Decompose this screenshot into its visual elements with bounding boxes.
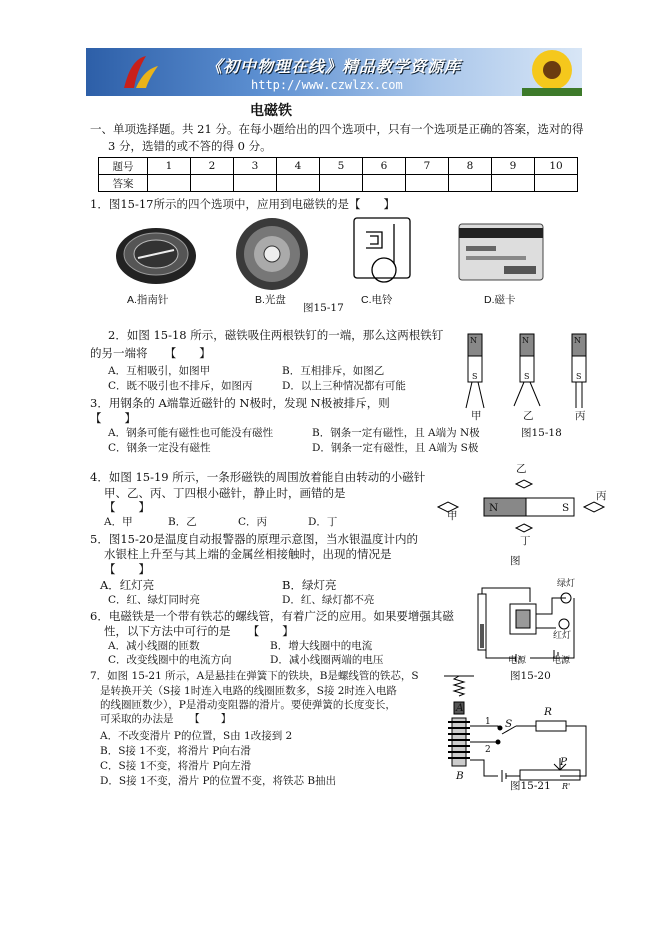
answer-cell[interactable] [449,175,492,192]
s-pole-label: S [472,372,478,381]
needle-label-ding: 丁 [520,535,531,547]
red-light-label: 红灯 [553,631,572,641]
label-b: B [456,770,464,782]
option-b: B．绿灯亮 [282,578,337,592]
answer-cell[interactable] [277,175,320,192]
label-s: S [505,718,513,730]
figure-caption: 图15-21 [510,780,551,792]
question-3-line2: 【 】 [90,411,136,425]
figure-caption: 图15-17 [303,302,344,314]
banner-url: http://www.czwlzx.com [251,78,403,92]
table-cell: 6 [363,158,406,175]
n-pole-label: N [574,336,581,345]
option-c: C．既不吸引也不排斥，如图丙 [108,380,253,392]
question-3-line1: 3．用钢条的 A端靠近磁针的 N极时，发现 N极被排斥，则 [90,396,390,410]
table-row [99,158,578,175]
question-7-line4: 可采取的办法是 【 】 [100,713,232,725]
label-1: 1 [485,717,491,727]
answer-table [98,157,578,192]
table-cell: 答案 [99,175,148,192]
label-2: 2 [485,745,491,755]
figure-15-17 [104,214,544,312]
question-5-line3: 【 】 [104,562,150,576]
table-cell: 1 [148,158,191,175]
table-cell: 4 [277,158,320,175]
question-5-line1: 5．图15-20是温度自动报警器的原理示意图，当水银温度计内的 [90,532,418,546]
header-banner [86,48,582,96]
section-instructions-line1: 一、单项选择题。共 21 分。在每小题给出的四个选项中，只有一个选项是正确的答案，选对的得 [90,122,584,136]
s-pole-label: S [576,372,582,381]
figure-caption: 图 [510,555,521,567]
option-d: D．红、绿灯都不亮 [282,594,375,606]
answer-cell[interactable] [535,175,578,192]
table-cell: 10 [535,158,578,175]
power-label: 电源 [552,656,571,666]
option-d: D．S接 1不变，滑片 P的位置不变，将铁芯 B抽出 [100,775,337,787]
table-cell: 3 [234,158,277,175]
option-label-b: B.光盘 [255,294,286,306]
option-c: C．丙 [238,516,268,528]
option-a: A．甲 [104,516,133,528]
option-a: A．减小线圈的匝数 [108,640,200,652]
question-5-line2: 水银柱上升至与其上端的金属丝相接触时，出现的情况是 [104,547,392,561]
option-c: C．钢条一定没有磁性 [108,442,211,454]
answer-cell[interactable] [234,175,277,192]
answer-cell[interactable] [191,175,234,192]
option-d: D．丁 [308,516,338,528]
figure-caption: 图15-18 [521,427,562,439]
option-label-c: C.电铃 [361,294,393,306]
figure-15-20 [470,584,590,666]
question-6-line1: 6．电磁铁是一个带有铁芯的螺线管，有着广泛的应用。如果要增强其磁 [90,609,454,623]
question-6-line2: 性，以下方法中可行的是 【 】 [104,624,294,638]
figure-caption: 图15-20 [510,670,551,682]
answer-cell[interactable] [148,175,191,192]
banner-title: 《初中物理在线》精品教学资源库 [206,57,462,76]
logo-icon [116,54,160,92]
needle-label-jia: 甲 [447,510,458,522]
s-pole-label: S [524,372,530,381]
electric-bell-icon [354,218,410,282]
option-c: C．红、绿灯同时亮 [108,594,201,606]
option-b: B．互相排斥，如图乙 [282,365,385,377]
needle-label-bing: 丙 [596,490,607,502]
question-2-line2: 的另一端将 【 】 [90,346,211,360]
answer-cell[interactable] [363,175,406,192]
option-b: B．乙 [168,516,197,528]
option-d: D．减小线圈两端的电压 [270,654,384,666]
option-c: C．S接 1不变，将滑片 P向左滑 [100,760,252,772]
answer-cell[interactable] [320,175,363,192]
option-label-d: D.磁卡 [484,294,516,306]
question-4-line3: 【 】 [104,500,150,514]
question-1-text: 1．图15-17所示的四个选项中，应用到电磁铁的是【 】 [90,197,395,211]
question-2-line1: 2．如图 15-18 所示，磁铁吸住两根铁钉的一端，那么这两根铁钉 [108,328,444,342]
option-a: A．互相吸引，如图甲 [108,365,211,377]
question-7-line1: 7．如图 15-21 所示，A是悬挂在弹簧下的铁块，B是螺线管的铁芯，S [90,670,419,682]
question-7-line2: 是转换开关（S接 1时连入电路的线圈匝数多，S接 2时连入电路 [100,685,397,697]
page-title: 电磁铁 [250,103,292,119]
option-b: B．S接 1不变，将滑片 P向右滑 [100,745,251,757]
option-c: C．改变线圈中的电流方向 [108,654,232,666]
magnet-n-label: N [489,502,499,514]
magnet-s-label: S [562,502,570,514]
disc-icon [236,218,308,290]
figure-label-yi: 乙 [523,410,534,422]
green-light-label: 绿灯 [557,579,576,589]
label-r-prime: R' [562,782,571,791]
option-label-a: A.指南针 [127,294,169,306]
option-a: A．红灯亮 [100,578,155,592]
magnetic-card-icon [459,224,543,280]
option-b: B．钢条一定有磁性，且 A端为 N极 [312,427,480,439]
question-7-line3: 的线圈匝数少），P是滑动变阻器的滑片。要使弹簧的长度变长， [100,699,396,711]
option-a: A．不改变滑片 P的位置，S由 1改接到 2 [100,730,293,742]
table-cell: 5 [320,158,363,175]
answer-cell[interactable] [406,175,449,192]
label-p: P [560,756,568,768]
table-cell: 9 [492,158,535,175]
sunflower-icon [522,48,582,96]
answer-cell[interactable] [492,175,535,192]
question-4-line2: 甲、乙、丙、丁四根小磁针，静止时，画错的是 [104,486,346,500]
compass-icon [116,228,196,284]
option-d: D．以上三种情况都有可能 [282,380,406,392]
table-cell: 2 [191,158,234,175]
table-cell: 8 [449,158,492,175]
question-4-line1: 4．如图 15-19 所示，一条形磁铁的周围放着能自由转动的小磁针 [90,470,426,484]
figure-label-jia: 甲 [471,410,482,422]
section-instructions-line2: 3 分，选错的或不答的得 0 分。 [108,139,272,153]
figure-label-bing: 丙 [575,410,586,422]
figure-15-21 [440,672,600,790]
table-cell: 题号 [99,158,148,175]
option-a: A．钢条可能有磁性也可能没有磁性 [108,427,274,439]
n-pole-label: N [522,336,529,345]
n-pole-label: N [470,336,477,345]
table-row [99,175,578,192]
option-d: D．钢条一定有磁性，且 A端为 S极 [312,442,479,454]
power-label: 电源 [508,656,527,666]
label-r: R [544,706,552,718]
option-b: B．增大线圈中的电流 [270,640,373,652]
label-a: A [456,702,464,714]
needle-label-yi: 乙 [516,463,527,475]
table-cell: 7 [406,158,449,175]
